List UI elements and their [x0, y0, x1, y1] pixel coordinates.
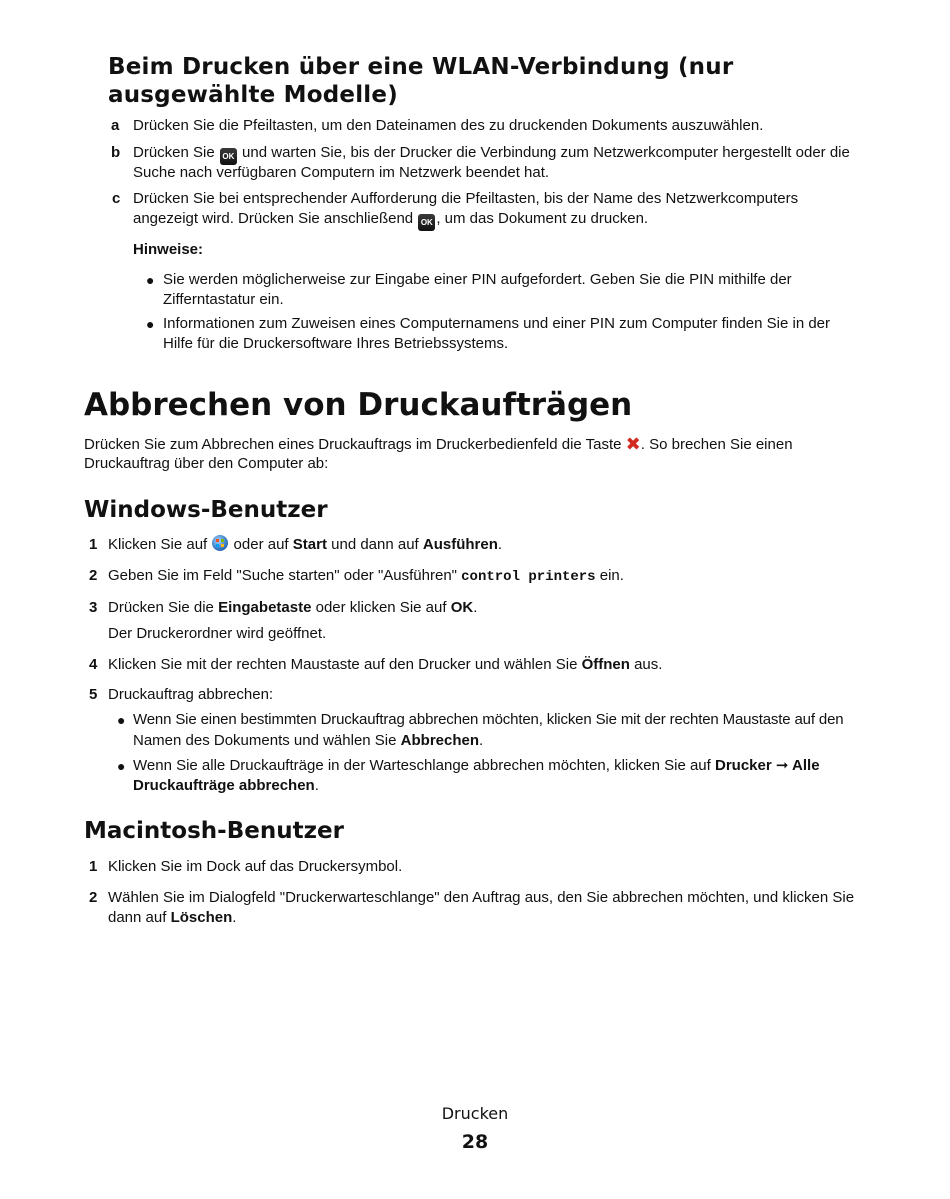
mac-step-1-number: 1: [89, 858, 98, 875]
win-sub-2-e: .: [314, 777, 319, 794]
page-number: 28: [461, 1131, 489, 1153]
win-sub-1-cancel: Abbrechen: [400, 732, 480, 749]
windows-start-icon: [212, 535, 228, 551]
win-sub-1-c: .: [479, 732, 484, 749]
bullet-icon: ●: [146, 272, 155, 288]
win-step-4-number: 4: [89, 656, 98, 673]
win-step-1-start: Start: [292, 536, 327, 553]
mac-step-2-c: .: [232, 909, 237, 926]
win-step-5-number: 5: [89, 686, 98, 703]
windows-heading: Windows-Benutzer: [84, 497, 328, 523]
bullet-icon: ●: [117, 758, 126, 774]
win-sub-1-line2: [133, 731, 483, 751]
step-c-pre: angezeigt wird. Drücken Sie anschließend: [133, 210, 418, 227]
win-step-3-number: 3: [89, 599, 98, 616]
notes-label: Hinweise:: [133, 241, 204, 258]
mac-step-1: Klicken Sie im Dock auf das Druckersymbol.: [108, 858, 403, 875]
win-step-5: Druckauftrag abbrechen:: [108, 686, 274, 703]
win-sub-1-line1: Wenn Sie einen bestimmten Druckauftrag abbrechen möchten, klicken Sie mit der rechten Maustaste auf den: [133, 711, 844, 728]
note-1-line2: Zifferntastatur ein.: [163, 291, 284, 308]
mac-heading: Macintosh-Benutzer: [84, 818, 344, 844]
mac-step-2-number: 2: [89, 889, 98, 906]
cancel-intro-pre: Drücken Sie zum Abbrechen eines Druckauftrags im Druckerbedienfeld die Taste: [84, 436, 626, 453]
cancel-intro-line1: [84, 434, 793, 455]
cancel-x-icon: ✖: [625, 434, 641, 454]
bullet-icon: ●: [117, 712, 126, 728]
win-sub-2-printer: Drucker: [714, 757, 772, 774]
win-step-3-e: .: [473, 599, 478, 616]
win-step-4-a: Klicken Sie mit der rechten Maustaste auf den Drucker und wählen Sie: [108, 656, 582, 673]
win-step-1-d: und dann auf: [326, 536, 423, 553]
win-step-4-c: aus.: [629, 656, 663, 673]
note-2-line1: Informationen zum Zuweisen eines Computernamens und einer PIN zum Computer finden Sie in der: [163, 315, 831, 332]
mac-step-2-a: dann auf: [108, 909, 171, 926]
step-c-post: , um das Dokument zu drucken.: [436, 210, 649, 227]
ok-button-icon: OK: [418, 214, 435, 231]
win-sub-2-line2: [133, 776, 319, 796]
win-step-1-run: Ausführen: [422, 536, 498, 553]
step-marker-a: a: [111, 117, 120, 134]
win-step-2-number: 2: [89, 567, 98, 584]
step-a-text: Drücken Sie die Pfeiltasten, um den Dateinamen des zu druckenden Dokuments auszuwählen.: [133, 117, 764, 134]
note-2-line2: Hilfe für die Druckersoftware Ihres Betriebssystems.: [163, 335, 509, 352]
cancel-heading: Abbrechen von Druckaufträgen: [84, 387, 633, 423]
footer-section-title: Drucken: [441, 1104, 509, 1123]
win-step-1-f: .: [497, 536, 503, 553]
win-step-1: [108, 535, 502, 555]
arrow-right-icon: ➞: [771, 757, 793, 774]
note-1-line1: Sie werden möglicherweise zur Eingabe einer PIN aufgefordert. Geben Sie die PIN mithilfe der: [163, 271, 792, 288]
win-step-1-a: Klicken Sie auf: [108, 536, 212, 553]
win-sub-2-a: Wenn Sie alle Druckaufträge in der Warteschlange abbrechen möchten, klicken Sie auf: [133, 757, 715, 774]
win-step-1-number: 1: [89, 536, 98, 553]
step-b-line1: [133, 143, 850, 165]
win-step-3-a: Drücken Sie die: [108, 599, 219, 616]
win-step-3: [108, 598, 477, 618]
win-sub-2-line1: [133, 756, 820, 776]
win-step-3-ok: OK: [450, 599, 474, 616]
step-marker-c: c: [112, 190, 121, 207]
step-b-post: und warten Sie, bis der Drucker die Verbindung zum Netzwerkcomputer hergestellt oder die: [237, 144, 850, 161]
cancel-intro-line2: Druckauftrag über den Computer ab:: [84, 455, 329, 472]
win-step-2-b: ein.: [595, 567, 624, 584]
step-b-line2: Suche nach verfügbaren Computern im Netzwerk beendet hat.: [133, 164, 550, 181]
win-step-2: [108, 566, 624, 587]
bullet-icon: ●: [146, 316, 155, 332]
win-step-4: [108, 655, 662, 675]
win-sub-2-all: Alle: [792, 757, 820, 774]
win-step-4-open: Öffnen: [581, 656, 630, 673]
wlan-heading: Beim Drucken über eine WLAN-Verbindung (nur ausgewählte Modelle): [108, 54, 734, 108]
mac-step-2-line1: Wählen Sie im Dialogfeld "Druckerwarteschlange" den Auftrag aus, den Sie abbrechen möchten, und klicken Sie: [108, 889, 855, 906]
step-c-line1: Drücken Sie bei entsprechender Aufforderung die Pfeiltasten, bis der Name des Netzwerkcomputers: [133, 190, 799, 207]
win-step-3-result: Der Druckerordner wird geöffnet.: [108, 625, 327, 642]
win-step-2-a: Geben Sie im Feld "Suche starten" oder "Ausführen": [108, 567, 462, 584]
win-step-3-c: oder klicken Sie auf: [311, 599, 451, 616]
mac-step-2-line2: [108, 908, 236, 928]
win-sub-2-cancel-all: Druckaufträge abbrechen: [133, 777, 315, 794]
win-sub-1-a: Namen des Dokuments und wählen Sie: [133, 732, 401, 749]
step-c-line2: [133, 209, 648, 231]
cancel-intro-post: . So brechen Sie einen: [640, 436, 793, 453]
mac-step-2-delete: Löschen: [170, 909, 233, 926]
step-b-pre: Drücken Sie: [133, 144, 219, 161]
win-step-3-enter: Eingabetaste: [218, 599, 312, 616]
win-step-2-code: control printers: [461, 569, 596, 585]
step-marker-b: b: [111, 144, 121, 161]
win-step-1-b: oder auf: [229, 536, 293, 553]
ok-button-icon: OK: [220, 148, 237, 165]
